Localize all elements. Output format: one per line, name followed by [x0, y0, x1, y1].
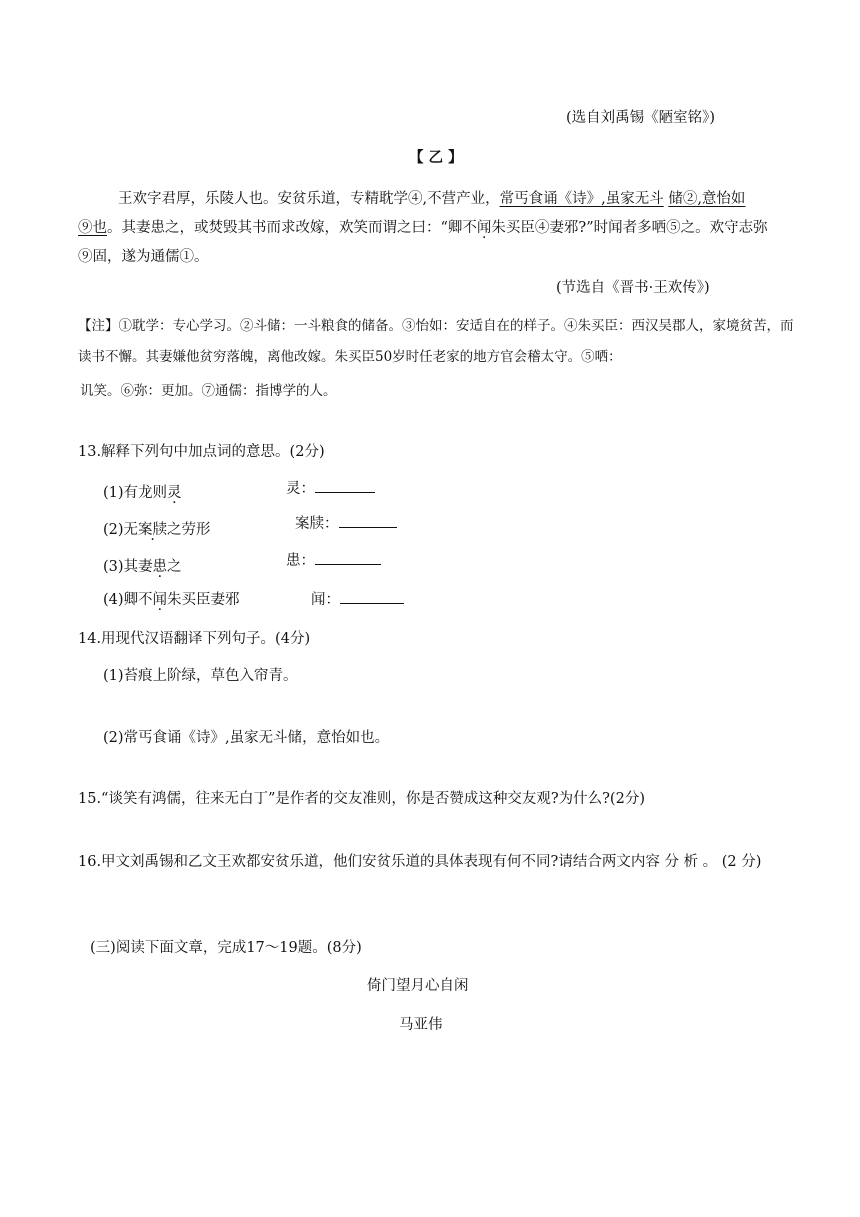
question-16: 16.甲文刘禹锡和乙文王欢都安贫乐道，他们安贫乐道的具体表现有何不同?请结合两文内容 分 析 。 (2 分) [78, 854, 762, 870]
answer-blank[interactable] [339, 513, 397, 528]
notes-line-2: 读书不懈。其妻嫌他贫穷落魄，离他改嫁。朱买臣50岁时任老家的地方官会稽太守。⑤哂： [78, 349, 622, 365]
q13-answer-3: 患： [286, 549, 381, 570]
passage-line-1 [118, 187, 745, 208]
question-14-title: 14.用现代汉语翻译下列句子。(4分) [78, 631, 311, 647]
dotted-word: 闻 [152, 592, 168, 608]
q13-item-4: (4)卿不闻朱买臣妻邪 [103, 592, 240, 608]
answer-blank[interactable] [315, 550, 381, 565]
dotted-word: 患 [152, 559, 168, 575]
answer-blank[interactable] [315, 478, 375, 493]
dotted-word: 灵 [167, 485, 182, 501]
q13-answer-1: 灵： [286, 477, 375, 498]
question-15: 15.“谈笑有鸿儒，往来无白丁”是作者的交友准则，你是否赞成这种交友观?为什么?(2分) [78, 791, 645, 807]
underlined-sentence: 常丐食诵《诗》,虽家无斗 [499, 191, 664, 207]
q13-answer-4: 闻： [311, 588, 404, 609]
dotted-word: 案牍 [138, 522, 168, 538]
dotted-word: 闻 [476, 220, 492, 236]
underlined-sentence: 储②,意怡如 [668, 191, 746, 207]
notes-line-1: 【注】①耽学：专心学习。②斗储：一斗粮食的储备。③怡如：安适自在的样子。④朱买臣：西汉吴郡人，家境贫苦，而 [78, 318, 794, 334]
source-citation-b: (节选自《晋书·王欢传》) [556, 280, 710, 296]
q14-sentence-2: (2)常丐食诵《诗》,虽家无斗储，意怡如也。 [103, 730, 390, 746]
answer-blank[interactable] [340, 589, 404, 604]
q13-answer-2: 案牍： [295, 512, 397, 533]
q14-sentence-1: (1)苔痕上阶绿，草色入帘青。 [103, 668, 298, 684]
section-3-heading: (三)阅读下面文章，完成17～19题。(8分) [90, 940, 362, 956]
passage-line-2 [78, 216, 768, 237]
underlined-sentence: ⑨也 [78, 220, 107, 236]
article-title: 倚门望月心自闲 [367, 978, 469, 994]
passage-text: 王欢字君厚，乐陵人也。安贫乐道，专精耽学④,不营产业， [118, 191, 500, 207]
passage-text: 朱买臣④妻邪?”时闻者多哂⑤之。欢守志弥 [491, 220, 768, 236]
question-13-title: 13.解释下列句中加点词的意思。(2分) [78, 444, 325, 460]
article-author: 马亚伟 [399, 1017, 443, 1033]
passage-text: 。其妻患之，或焚毁其书而求改嫁，欢笑而谓之曰：“卿不 [107, 220, 477, 236]
q13-item-2: (2)无案牍之劳形 [103, 522, 211, 538]
source-citation-a: (选自刘禹锡《陋室铭》) [566, 110, 716, 126]
q13-item-1: (1)有龙则灵 [103, 485, 182, 501]
passage-line-3: ⑨固，遂为通儒①。 [78, 249, 209, 265]
q13-item-3: (3)其妻患之 [103, 559, 182, 575]
notes-line-3: 讥笑。⑥弥：更加。⑦通儒：指博学的人。 [80, 383, 337, 399]
section-b-title: 【 乙 】 [409, 149, 463, 166]
